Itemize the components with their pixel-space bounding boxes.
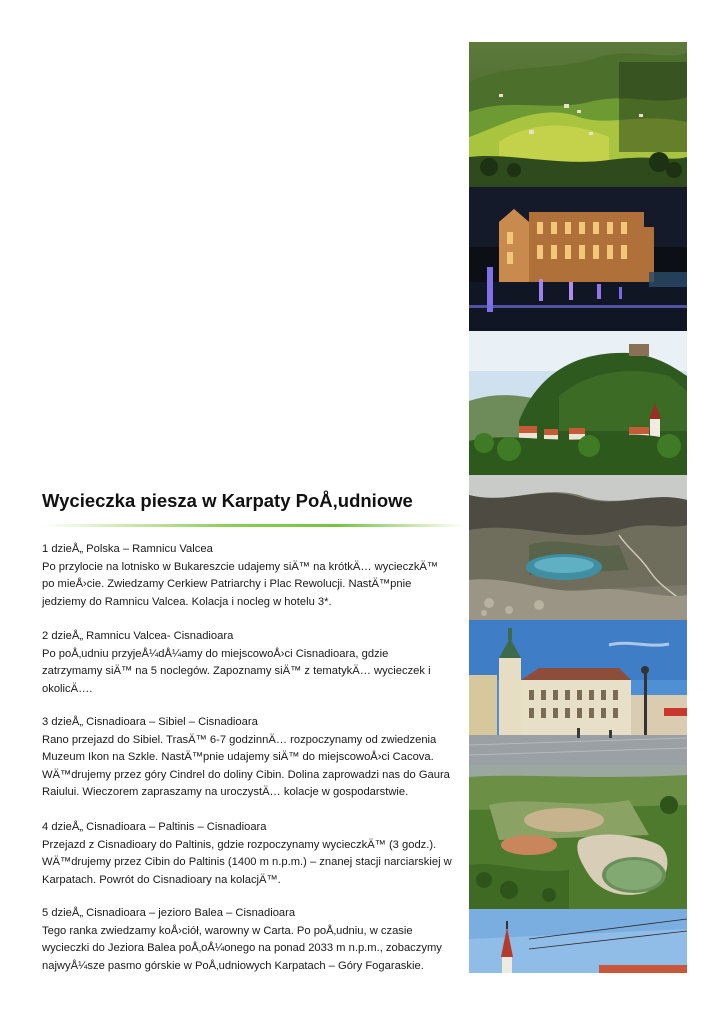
- day-heading: 3 dzieÅ„ Cisnadioara – Sibiel – Cisnadioara: [42, 716, 258, 728]
- day-line: po mieÅ›cie. Zwiedzamy Cerkiew Patriarchy i Plac Rewolucji. NastÄ™pnie: [42, 578, 412, 591]
- day-line: WÄ™drujemy przez góry Cindrel do doliny Cibin. Dolina zaprowadzi nas do Gaura: [42, 768, 450, 781]
- day-4-section: [42, 819, 467, 889]
- day-line: zatrzymamy siÄ™ na 5 noclegów. Zapoznamy siÄ™ z tematykÄ… wycieczek i: [42, 665, 431, 678]
- day-line: wycieczki do Jeziora Balea poÅ‚oÅ¼onego na ponad 2033 m n.p.m., zobaczymy: [42, 942, 442, 955]
- day-line: Raiului. Wieczorem zapraszamy na uroczystÄ… kolacje w gospodarstwie.: [42, 786, 409, 799]
- day-line: Rano przejazd do Sibiel. TrasÄ™ 6-7 godzinnÄ… rozpoczynamy od zwiedzenia: [42, 733, 437, 746]
- day-1-section: [42, 541, 467, 611]
- day-line: Po przylocie na lotnisko w Bukareszcie udajemy siÄ™ na krótkÄ… wycieczkÄ™: [42, 560, 439, 573]
- day-line: Przejazd z Cisnadioary do Paltinis, gdzie rozpoczynamy wycieczkÄ™ (3 godz.).: [42, 838, 437, 851]
- day-line: Tego ranka zwiedzamy koÅ›ciół, warowny w Carta. Po poÅ‚udniu, w czasie: [42, 924, 413, 937]
- day-line: Po poÅ‚udniu przyjeÅ¼dÅ¼amy do miejscowoÅ›ci Cisnadioara, gdzie: [42, 647, 389, 660]
- green-hills-village-photo: [469, 42, 687, 187]
- day-line: najwyÅ¼sze pasmo górskie w PoÅ‚udniowych Karpatach – Góry Fogaraskie.: [42, 959, 424, 972]
- day-line: Karpatach. Powrót do Cisnadioary na kolacjÄ™.: [42, 873, 281, 886]
- quarry-lakes-aerial-photo: [469, 765, 687, 909]
- day-heading: 2 dzieÅ„ Ramnicu Valcea- Cisnadioara: [42, 630, 234, 642]
- day-2-section: [42, 628, 467, 698]
- day-line: WÄ™drujemy przez Cibin do Paltinis (1400 m n.p.m.) – znanej stacji narciarskiej w: [42, 856, 452, 869]
- day-heading: 1 dzieÅ„ Polska – Ramnicu Valcea: [42, 543, 213, 555]
- photo-strip: [469, 42, 687, 973]
- day-line: okolicÄ….: [42, 682, 93, 695]
- church-tower-sky-photo: [469, 909, 687, 973]
- day-line: jedziemy do Ramnicu Valcea. Kolacja i nocleg w hotelu 3*.: [42, 595, 332, 608]
- day-heading: 5 dzieÅ„ Cisnadioara – jezioro Balea – Cisnadioara: [42, 907, 296, 919]
- day-line: Muzeum Ikon na Szkle. NastÄ™pnie udajemy siÄ™ do miejscowoÅ›ci Cacova.: [42, 751, 434, 764]
- day-heading: 4 dzieÅ„ Cisnadioara – Paltinis – Cisnadioara: [42, 821, 267, 833]
- title-underline-rule: [42, 524, 464, 527]
- illuminated-building-fountain-photo: [469, 187, 687, 331]
- document-title: Wycieczka piesza w Karpaty PoÅ‚udniowe: [42, 490, 413, 511]
- mountain-lake-valley-photo: [469, 475, 687, 620]
- town-square-cathedral-photo: [469, 620, 687, 765]
- hilltop-church-town-photo: [469, 331, 687, 475]
- day-3-section: [42, 714, 467, 802]
- day-5-section: [42, 905, 467, 975]
